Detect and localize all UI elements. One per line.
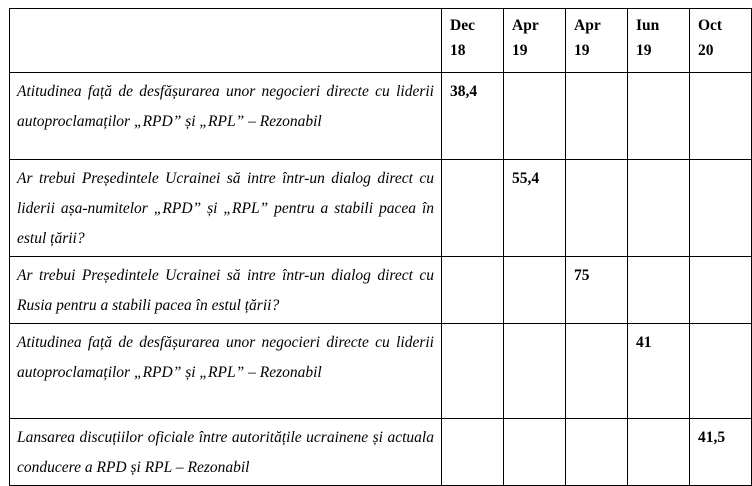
header-empty-cell bbox=[10, 9, 442, 73]
value-cell bbox=[628, 419, 690, 486]
value-cell bbox=[690, 160, 752, 257]
value-cell bbox=[504, 257, 566, 324]
survey-table bbox=[9, 8, 752, 486]
header-year: 19 bbox=[574, 42, 590, 59]
value-cell bbox=[566, 419, 628, 486]
header-month: Dec bbox=[450, 17, 475, 34]
value-cell bbox=[628, 257, 690, 324]
header-month: Apr bbox=[512, 17, 539, 34]
header-date-apr-19-b bbox=[566, 9, 628, 73]
value-cell: 41,5 bbox=[690, 419, 752, 486]
value-cell bbox=[690, 73, 752, 160]
header-year: 19 bbox=[636, 42, 652, 59]
question-cell: Ar trebui Președintele Ucrainei să intre într-un dialog direct cu liderii așa-numitelor „RPD” și „RPL” pentru a stabili pacea în estul țării? bbox=[10, 160, 442, 257]
value-cell bbox=[504, 73, 566, 160]
value-cell bbox=[566, 160, 628, 257]
value-cell bbox=[442, 324, 504, 419]
header-date-apr-19-a bbox=[504, 9, 566, 73]
value-cell bbox=[628, 73, 690, 160]
value-cell bbox=[628, 160, 690, 257]
value-cell: 55,4 bbox=[504, 160, 566, 257]
table-row bbox=[10, 257, 752, 324]
table-row bbox=[10, 73, 752, 160]
value-cell bbox=[690, 257, 752, 324]
value-cell bbox=[442, 257, 504, 324]
table-header-row bbox=[10, 9, 752, 73]
header-month: Apr bbox=[574, 17, 601, 34]
value-cell bbox=[566, 324, 628, 419]
value-cell bbox=[504, 324, 566, 419]
value-cell bbox=[504, 419, 566, 486]
value-cell bbox=[566, 73, 628, 160]
header-date-oct-20 bbox=[690, 9, 752, 73]
table-row bbox=[10, 324, 752, 419]
table-row bbox=[10, 160, 752, 257]
value-cell bbox=[442, 419, 504, 486]
value-cell bbox=[690, 324, 752, 419]
header-month: Oct bbox=[698, 17, 723, 34]
value-cell: 75 bbox=[566, 257, 628, 324]
header-month: Iun bbox=[636, 17, 660, 34]
value-cell bbox=[442, 160, 504, 257]
value-cell: 41 bbox=[628, 324, 690, 419]
table-row bbox=[10, 419, 752, 486]
value-cell: 38,4 bbox=[442, 73, 504, 160]
question-cell: Ar trebui Președintele Ucrainei să intre într-un dialog direct cu Rusia pentru a stabili pacea în estul țării? bbox=[10, 257, 442, 324]
header-year: 20 bbox=[698, 42, 714, 59]
header-year: 19 bbox=[512, 42, 528, 59]
header-year: 18 bbox=[450, 42, 466, 59]
header-date-iun-19 bbox=[628, 9, 690, 73]
question-cell: Lansarea discuțiilor oficiale între autoritățile ucrainene și actuala conducere a RPD și RPL – Rezonabil bbox=[10, 419, 442, 486]
question-cell: Atitudinea față de desfășurarea unor negocieri directe cu liderii autoproclamaților „RPD” și „RPL” – Rezonabil bbox=[10, 324, 442, 419]
header-date-dec-18 bbox=[442, 9, 504, 73]
question-cell: Atitudinea față de desfășurarea unor negocieri directe cu liderii autoproclamaților „RPD” și „RPL” – Rezonabil bbox=[10, 73, 442, 160]
